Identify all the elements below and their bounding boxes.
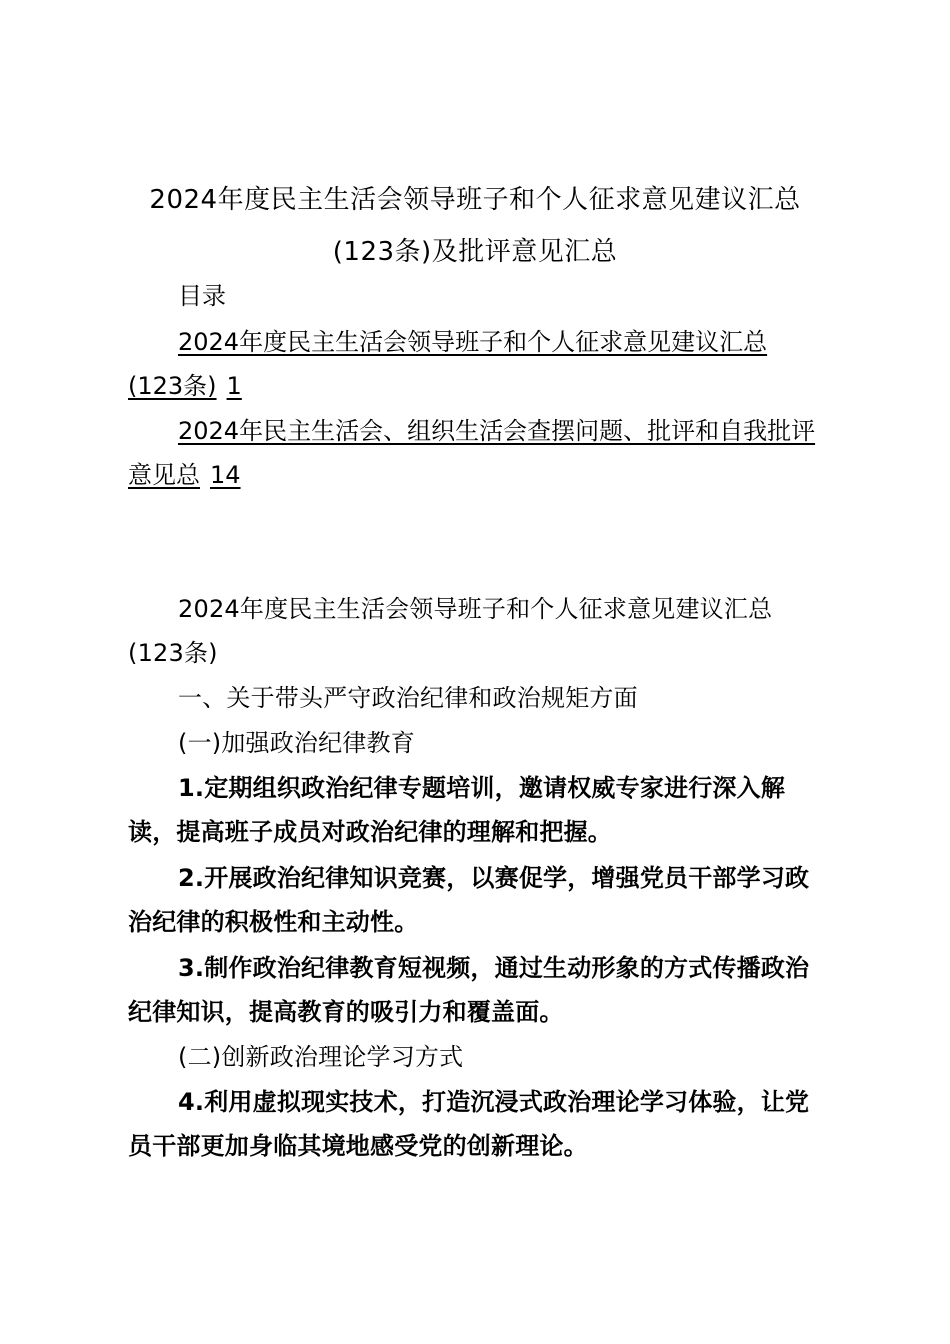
toc-heading: 目录 (178, 282, 226, 310)
list-item-3: 3.制作政治纪律教育短视频，通过生动形象的方式传播政治纪律知识，提高教育的吸引力和覆盖面。 (128, 954, 810, 1026)
list-item-4: 4.利用虚拟现实技术，打造沉浸式政治理论学习体验，让党员干部更加身临其境地感受党的创新理论。 (128, 1088, 810, 1160)
document-title: 2024年度民主生活会领导班子和个人征求意见建议汇总(123条)及批评意见汇总 (149, 185, 801, 267)
toc-entry-1[interactable] (128, 320, 822, 408)
toc-entry-2-text: 2024年民主生活会、组织生活会查摆问题、批评和自我批评意见总 (128, 417, 816, 489)
list-item-1: 1.定期组织政治纪律专题培训，邀请权威专家进行深入解读，提高班子成员对政治纪律的理解和把握。 (128, 774, 786, 846)
section-title: 2024年度民主生活会领导班子和个人征求意见建议汇总(123条) (128, 595, 773, 667)
subheading-2: (二)创新政治理论学习方式 (178, 1043, 464, 1071)
toc-entry-1-page: 1 (226, 372, 242, 400)
toc-entry-2-page: 14 (210, 461, 241, 489)
heading-1: 一、关于带头严守政治纪律和政治规矩方面 (178, 684, 638, 712)
list-item-2: 2.开展政治纪律知识竞赛，以赛促学，增强党员干部学习政治纪律的积极性和主动性。 (128, 864, 810, 936)
subheading-1: (一)加强政治纪律教育 (178, 729, 415, 757)
toc-entry-2[interactable] (128, 409, 822, 497)
toc-entry-1-text: 2024年度民主生活会领导班子和个人征求意见建议汇总(123条) (128, 328, 768, 400)
